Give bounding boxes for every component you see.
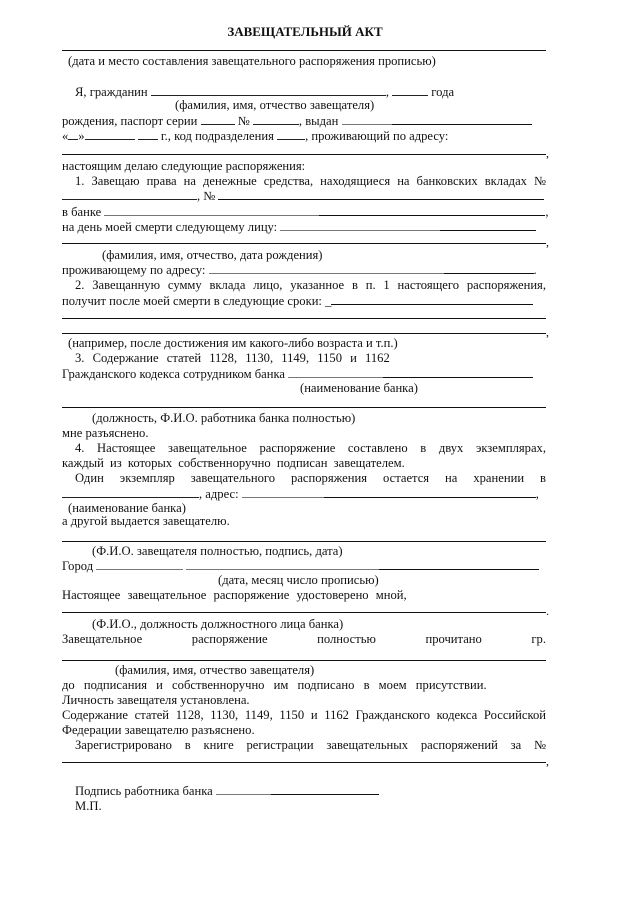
deposit-line <box>62 188 544 204</box>
subdivision-code-field[interactable] <box>277 128 305 140</box>
hint-bank-name: (наименование банка) <box>300 381 418 395</box>
quote-close: » <box>78 129 85 143</box>
issued-by-field[interactable] <box>342 113 392 125</box>
storage-address-field-2[interactable] <box>324 486 536 498</box>
heir-field-3[interactable] <box>62 243 546 244</box>
no-label: , № <box>197 189 216 203</box>
storage-address-field[interactable] <box>242 486 324 498</box>
heir-field[interactable] <box>280 219 440 231</box>
heir-address-field-2[interactable] <box>444 262 534 274</box>
signature-field-2[interactable] <box>271 783 379 795</box>
heir-label: на день моей смерти следующему лицу: <box>62 220 278 234</box>
issued-by-field-2[interactable] <box>392 113 532 125</box>
testator-name-field-2[interactable] <box>62 660 546 661</box>
city-label: Город <box>62 559 94 573</box>
signature-label: Подпись работника банка <box>75 784 213 798</box>
citizen-label: Я, гражданин <box>75 85 148 99</box>
comma: , <box>546 235 549 249</box>
passport-line <box>62 113 532 129</box>
address-field[interactable] <box>62 154 546 155</box>
orders-intro: настоящим делаю следующие распоряжения: <box>62 159 306 173</box>
read-fully-text: Завещательное распоряжение полностью прочитано гр. <box>62 632 546 646</box>
quote-open: « <box>62 129 69 143</box>
date-words-field-2[interactable] <box>379 558 539 570</box>
registration-number-field[interactable] <box>62 762 546 763</box>
heir-address-label: проживающему по адресу: <box>62 263 206 277</box>
city-field[interactable] <box>96 558 183 570</box>
comma: , <box>546 325 549 339</box>
hint-official: (Ф.И.О., должность должностного лица банка) <box>92 617 344 631</box>
hint-date-place: (дата и место составления завещательного распоряжения прописью) <box>68 54 436 68</box>
hint-terms: (например, после достижения им какого-либо возраста и т.п.) <box>68 336 398 350</box>
deposit-number-1-field[interactable] <box>62 188 197 200</box>
hint-heir: (фамилия, имя, отчество, дата рождения) <box>102 248 323 262</box>
document-title: ЗАВЕЩАТЕЛЬНЫЙ АКТ <box>227 24 383 39</box>
hint-employee: (должность, Ф.И.О. работника банка полностью) <box>92 411 356 425</box>
month-field[interactable] <box>85 128 135 140</box>
hint-storage-bank: (наименование банка) <box>68 501 186 515</box>
passport-label: рождения, паспорт серии <box>62 114 198 128</box>
storage-line: , адрес: , <box>62 486 539 502</box>
year-label: года <box>431 85 455 99</box>
stamp-label: М.П. <box>75 799 102 813</box>
testator-name-field[interactable] <box>151 84 386 96</box>
heir-line <box>62 219 536 235</box>
bank-field-2[interactable] <box>319 204 545 216</box>
item4-text2: каждый из которых собственноручно подписан завещателем. <box>62 456 405 470</box>
hint-testator-sign: (Ф.И.О. завещателя полностью, подпись, дата) <box>92 544 343 558</box>
issue-date-line <box>62 128 448 144</box>
bank-line: в банке , <box>62 205 549 219</box>
identity-text: Личность завещателя установлена. <box>62 693 250 707</box>
heir-address-field[interactable] <box>209 262 444 274</box>
heir-field-2[interactable] <box>440 219 536 231</box>
item3-code-line <box>62 366 533 382</box>
official-field[interactable] <box>62 612 546 613</box>
signed-presence-text: до подписания и собственноручно им подписано в моем присутствии. <box>62 678 487 692</box>
bank-label: в банке <box>62 205 102 219</box>
explained-text: мне разъяснено. <box>62 426 149 440</box>
birth-year-field[interactable] <box>392 84 428 96</box>
other-copy-text: а другой выдается завещателю. <box>62 514 230 528</box>
year-field[interactable] <box>138 128 158 140</box>
issued-label: , выдан <box>298 114 339 128</box>
item2-text: 2. Завещанную сумму вклада лицо, указанное в п. 1 настоящего распоряжения, <box>75 278 546 292</box>
code-label: Гражданского кодекса сотрудником банка <box>62 367 285 381</box>
storage-bank-field[interactable] <box>62 486 199 498</box>
bank-field[interactable] <box>104 204 319 216</box>
employee-field[interactable] <box>62 407 546 408</box>
registered-text: Зарегистрировано в книге регистрации завещательных распоряжений за № <box>75 738 546 752</box>
terms-field-2[interactable] <box>62 318 546 319</box>
articles-text2: Федерации завещателю разъяснено. <box>62 723 255 737</box>
hint-testator-name: (фамилия, имя, отчество завещателя) <box>115 663 315 677</box>
subdivision-label: г., код подразделения <box>160 129 274 143</box>
date-place-field[interactable] <box>62 50 546 51</box>
date-words-field[interactable] <box>186 558 379 570</box>
bank-name-field-2[interactable] <box>383 366 533 378</box>
passport-series-field[interactable] <box>201 113 235 125</box>
comma: , <box>546 146 549 160</box>
storage-address-label: , адрес: <box>199 487 239 501</box>
terms-line: получит после моей смерти в следующие сроки: _ <box>62 293 533 309</box>
terms-label: получит после моей смерти в следующие сроки: <box>62 294 322 308</box>
address-label: , проживающий по адресу: <box>305 129 449 143</box>
item1-text: 1. Завещаю права на денежные средства, находящиеся на банковских вкладах № <box>75 174 546 188</box>
certified-text: Настоящее завещательное распоряжение удостоверено мной, <box>62 588 407 602</box>
signature-field[interactable] <box>216 783 271 795</box>
deposit-number-2-field[interactable] <box>218 188 544 200</box>
terms-field[interactable] <box>331 293 533 305</box>
bank-name-field[interactable] <box>288 366 383 378</box>
day-field[interactable] <box>68 128 78 140</box>
hint-testator: (фамилия, имя, отчество завещателя) <box>175 98 375 112</box>
hint-date-words: (дата, месяц число прописью) <box>218 573 379 587</box>
item4-text: 4. Настоящее завещательное распоряжение составлено в двух экземплярах, <box>75 441 546 455</box>
passport-number-field[interactable] <box>253 113 299 125</box>
testator-sign-field[interactable] <box>62 541 546 542</box>
number-label: № <box>237 114 250 128</box>
item3-text: 3. Содержание статей 1128, 1130, 1149, 1150 и 1162 <box>75 351 390 365</box>
articles-text: Содержание статей 1128, 1130, 1149, 1150 и 1162 Гражданского кодекса Российской <box>62 708 546 722</box>
heir-address-line: проживающему по адресу: . <box>62 263 537 277</box>
comma: , <box>546 754 549 768</box>
signature-line <box>75 783 379 799</box>
citizen-line: Я, гражданин , года <box>75 85 455 99</box>
copy-text: Один экземпляр завещательного распоряжения остается на хранении в <box>75 471 546 485</box>
period: . <box>546 604 549 618</box>
terms-field-3[interactable] <box>62 333 546 334</box>
